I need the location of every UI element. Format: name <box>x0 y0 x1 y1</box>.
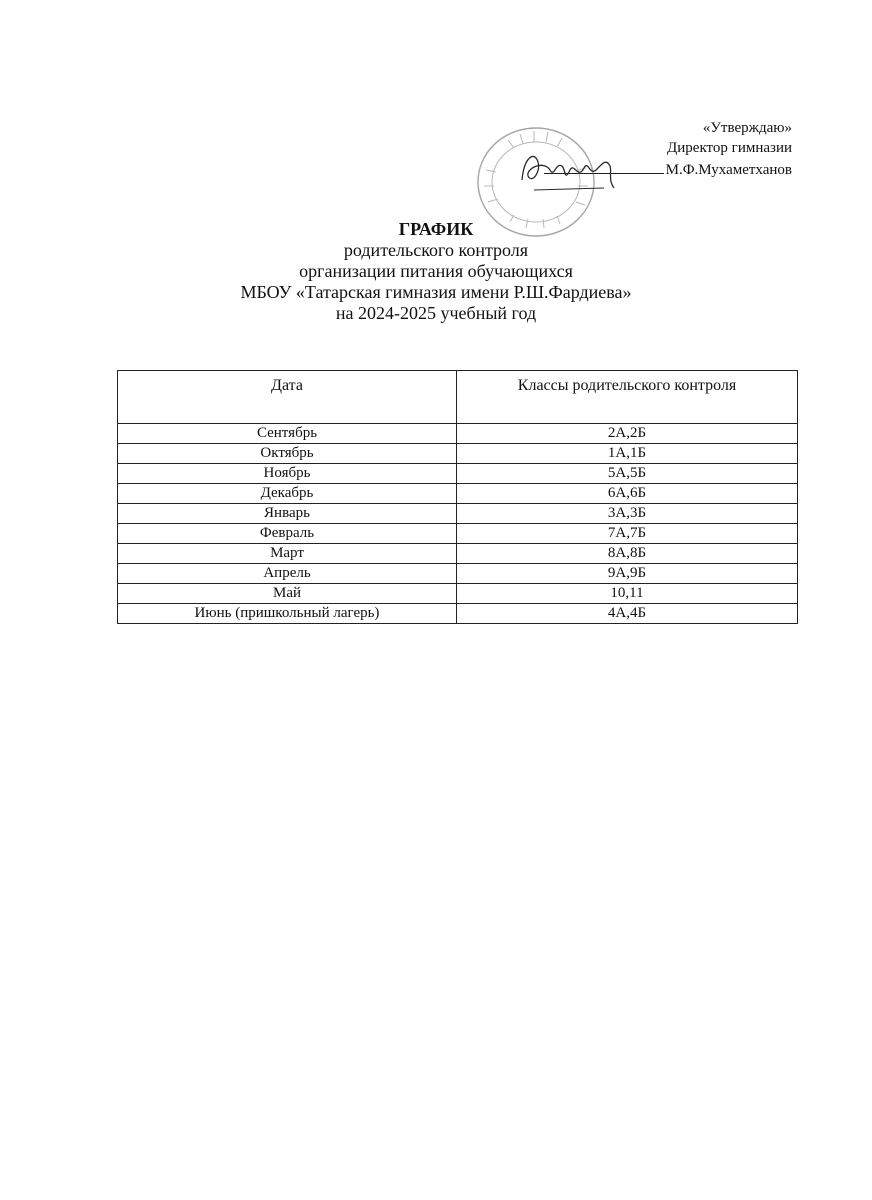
approval-block <box>544 118 792 180</box>
cell-date: Январь <box>118 504 457 524</box>
table-row <box>118 524 798 544</box>
title-line-4: на 2024-2025 учебный год <box>335 303 537 323</box>
cell-date: Апрель <box>118 564 457 584</box>
cell-classes: 4А,4Б <box>457 604 798 624</box>
director-name: М.Ф.Мухаметханов <box>665 162 792 178</box>
cell-date: Сентябрь <box>118 424 457 444</box>
approval-heading: «Утверждаю» <box>702 120 792 136</box>
header-date: Дата <box>118 371 457 424</box>
cell-date: Июнь (пришкольный лагерь) <box>118 604 457 624</box>
cell-classes: 1А,1Б <box>457 444 798 464</box>
table-row <box>118 604 798 624</box>
cell-classes: 2А,2Б <box>457 424 798 444</box>
title-line-3: МБОУ «Татарская гимназия имени Р.Ш.Фардиева» <box>240 282 632 302</box>
title-line-2: организации питания обучающихся <box>299 261 573 281</box>
table-header-row <box>118 371 798 424</box>
table-row <box>118 444 798 464</box>
approval-name-line <box>544 158 792 180</box>
table-row <box>118 564 798 584</box>
cell-classes: 10,11 <box>457 584 798 604</box>
cell-classes: 5А,5Б <box>457 464 798 484</box>
cell-date: Ноябрь <box>118 464 457 484</box>
table-row <box>118 584 798 604</box>
approval-position: Директор гимназии <box>667 140 792 156</box>
document-title: ГРАФИК <box>398 219 474 239</box>
cell-date: Февраль <box>118 524 457 544</box>
cell-classes: 3А,3Б <box>457 504 798 524</box>
table-row <box>118 464 798 484</box>
title-line-1: родительского контроля <box>343 240 529 260</box>
cell-classes: 9А,9Б <box>457 564 798 584</box>
table-row <box>118 544 798 564</box>
document-title-block <box>0 218 872 324</box>
table-row <box>118 504 798 524</box>
header-classes: Классы родительского контроля <box>457 371 798 424</box>
cell-date: Март <box>118 544 457 564</box>
cell-date: Октябрь <box>118 444 457 464</box>
cell-date: Декабрь <box>118 484 457 504</box>
cell-classes: 8А,8Б <box>457 544 798 564</box>
table-row <box>118 424 798 444</box>
table-row <box>118 484 798 504</box>
signature-line <box>544 158 664 174</box>
cell-classes: 6А,6Б <box>457 484 798 504</box>
cell-date: Май <box>118 584 457 604</box>
schedule-table <box>117 370 798 624</box>
cell-classes: 7А,7Б <box>457 524 798 544</box>
